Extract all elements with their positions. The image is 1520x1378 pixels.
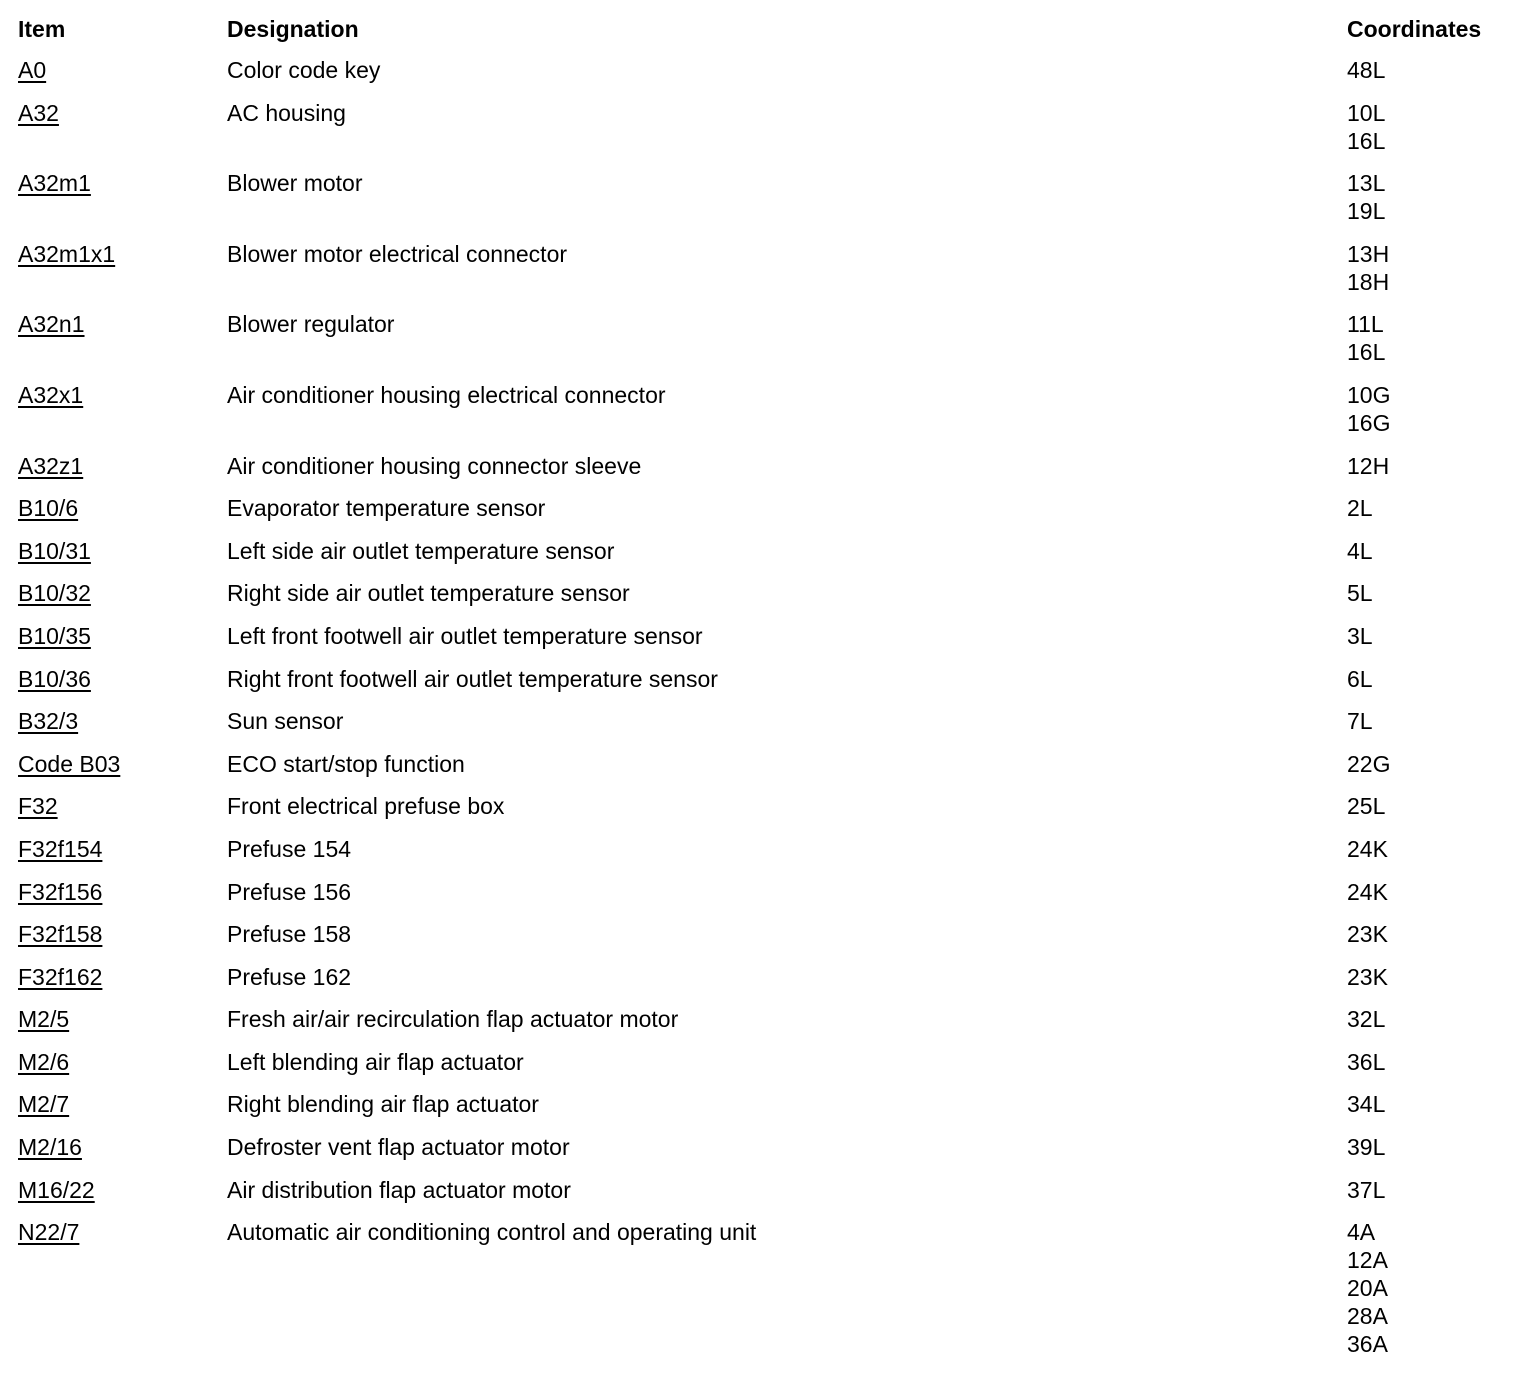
item-cell bbox=[0, 537, 227, 565]
table-header bbox=[0, 14, 1520, 56]
coordinates-cell bbox=[1347, 1218, 1520, 1358]
coordinate-value: 10G bbox=[1347, 381, 1391, 408]
table-row bbox=[0, 1218, 1520, 1358]
coordinates-cell bbox=[1347, 381, 1520, 437]
coordinate-value: 12A bbox=[1347, 1247, 1388, 1274]
item-cell bbox=[0, 240, 227, 268]
item-cell bbox=[0, 707, 227, 735]
item-cell bbox=[0, 1005, 227, 1033]
table-row bbox=[0, 878, 1520, 921]
item-link[interactable]: M2/6 bbox=[18, 1048, 70, 1075]
coordinate-value: 32L bbox=[1347, 1006, 1386, 1033]
table-row bbox=[0, 1005, 1520, 1048]
table-row bbox=[0, 452, 1520, 495]
table-row bbox=[0, 835, 1520, 878]
coordinate-value: 24K bbox=[1347, 878, 1388, 905]
table-row bbox=[0, 494, 1520, 537]
designation-cell: Prefuse 158 bbox=[227, 921, 352, 948]
coordinates-cell bbox=[1347, 920, 1520, 948]
table-row bbox=[0, 310, 1520, 381]
coordinate-value: 12H bbox=[1347, 452, 1390, 479]
table-body bbox=[0, 56, 1520, 1358]
coordinate-value: 2L bbox=[1347, 495, 1373, 522]
coordinate-value: 16L bbox=[1347, 339, 1386, 366]
item-link[interactable]: B10/32 bbox=[18, 580, 91, 607]
coordinate-value: 16L bbox=[1347, 127, 1386, 154]
designation-cell: Air conditioner housing connector sleeve bbox=[227, 452, 642, 479]
item-cell bbox=[0, 494, 227, 522]
coordinates-cell bbox=[1347, 878, 1520, 906]
coordinate-value: 13L bbox=[1347, 170, 1386, 197]
coordinate-value: 4L bbox=[1347, 537, 1373, 564]
table-row bbox=[0, 99, 1520, 170]
item-cell bbox=[0, 579, 227, 607]
coordinates-cell bbox=[1347, 56, 1520, 84]
item-cell bbox=[0, 665, 227, 693]
table-row bbox=[0, 537, 1520, 580]
coordinates-cell bbox=[1347, 622, 1520, 650]
coordinate-value: 36A bbox=[1347, 1331, 1388, 1358]
designation-cell: Automatic air conditioning control and operating unit bbox=[227, 1219, 757, 1246]
designation-cell: Prefuse 162 bbox=[227, 963, 352, 990]
table-row bbox=[0, 169, 1520, 240]
item-link[interactable]: B10/6 bbox=[18, 495, 79, 522]
item-link[interactable]: B10/36 bbox=[18, 665, 91, 692]
item-link[interactable]: B10/31 bbox=[18, 537, 91, 564]
item-link[interactable]: F32f162 bbox=[18, 963, 103, 990]
designation-cell: Fresh air/air recirculation flap actuator motor bbox=[227, 1006, 679, 1033]
table-row bbox=[0, 665, 1520, 708]
table-row bbox=[0, 56, 1520, 99]
coordinate-value: 23K bbox=[1347, 963, 1388, 990]
coordinates-cell bbox=[1347, 963, 1520, 991]
item-cell bbox=[0, 835, 227, 863]
item-link[interactable]: A32m1 bbox=[18, 170, 91, 197]
designation-cell: Blower motor bbox=[227, 170, 363, 197]
coordinate-value: 34L bbox=[1347, 1091, 1386, 1118]
coordinate-value: 25L bbox=[1347, 793, 1386, 820]
table-row bbox=[0, 920, 1520, 963]
coordinates-cell bbox=[1347, 665, 1520, 693]
coordinates-cell bbox=[1347, 1048, 1520, 1076]
coordinates-cell bbox=[1347, 835, 1520, 863]
coordinate-value: 36L bbox=[1347, 1048, 1386, 1075]
designation-cell: AC housing bbox=[227, 99, 346, 126]
coordinates-cell bbox=[1347, 1005, 1520, 1033]
item-link[interactable]: N22/7 bbox=[18, 1219, 80, 1246]
designation-cell: Blower motor electrical connector bbox=[227, 240, 568, 267]
coordinates-cell bbox=[1347, 1090, 1520, 1118]
coordinate-value: 18H bbox=[1347, 268, 1390, 295]
item-cell bbox=[0, 310, 227, 338]
coordinates-cell bbox=[1347, 579, 1520, 607]
coordinate-value: 39L bbox=[1347, 1134, 1386, 1161]
designation-cell: Left front footwell air outlet temperature sensor bbox=[227, 622, 703, 649]
item-cell bbox=[0, 381, 227, 409]
table-row bbox=[0, 579, 1520, 622]
item-link[interactable]: M2/7 bbox=[18, 1091, 70, 1118]
item-cell bbox=[0, 878, 227, 906]
item-link[interactable]: F32f154 bbox=[18, 835, 103, 862]
designation-cell: Sun sensor bbox=[227, 708, 344, 735]
coordinates-cell bbox=[1347, 1176, 1520, 1204]
coordinate-value: 22G bbox=[1347, 750, 1391, 777]
item-cell bbox=[0, 1176, 227, 1204]
designation-cell: ECO start/stop function bbox=[227, 750, 465, 777]
table-row bbox=[0, 792, 1520, 835]
coordinate-value: 23K bbox=[1347, 921, 1388, 948]
coordinates-cell bbox=[1347, 537, 1520, 565]
designation-cell: Blower regulator bbox=[227, 311, 395, 338]
header-item: Item bbox=[18, 16, 66, 42]
item-link[interactable]: M2/5 bbox=[18, 1006, 70, 1033]
designation-cell: Air distribution flap actuator motor bbox=[227, 1176, 571, 1203]
coordinates-cell bbox=[1347, 452, 1520, 480]
table-row bbox=[0, 240, 1520, 311]
item-link[interactable]: A32m1x1 bbox=[18, 240, 116, 267]
designation-cell: Right front footwell air outlet temperature sensor bbox=[227, 665, 718, 692]
table-row bbox=[0, 1090, 1520, 1133]
item-link[interactable]: Code B03 bbox=[18, 750, 121, 777]
table-row bbox=[0, 1176, 1520, 1219]
table-row bbox=[0, 963, 1520, 1006]
item-cell bbox=[0, 963, 227, 991]
item-link[interactable]: F32 bbox=[18, 793, 58, 820]
table-row bbox=[0, 1133, 1520, 1176]
coordinate-value: 16G bbox=[1347, 409, 1391, 436]
item-cell bbox=[0, 792, 227, 820]
item-cell bbox=[0, 1048, 227, 1076]
designation-cell: Prefuse 154 bbox=[227, 835, 352, 862]
coordinate-value: 20A bbox=[1347, 1275, 1388, 1302]
item-cell bbox=[0, 1090, 227, 1118]
designation-cell: Air conditioner housing electrical connector bbox=[227, 381, 666, 408]
designation-cell: Defroster vent flap actuator motor bbox=[227, 1134, 570, 1161]
table-row bbox=[0, 707, 1520, 750]
item-link[interactable]: A0 bbox=[18, 57, 47, 83]
designation-cell: Front electrical prefuse box bbox=[227, 793, 505, 820]
coordinate-value: 19L bbox=[1347, 198, 1386, 225]
header-designation: Designation bbox=[227, 16, 359, 42]
item-link[interactable]: F32f158 bbox=[18, 921, 103, 948]
coordinate-value: 24K bbox=[1347, 835, 1388, 862]
coordinate-value: 10L bbox=[1347, 99, 1386, 126]
item-link[interactable]: M2/16 bbox=[18, 1134, 82, 1161]
designation-cell: Right blending air flap actuator bbox=[227, 1091, 539, 1118]
coordinates-cell bbox=[1347, 750, 1520, 778]
designation-cell: Color code key bbox=[227, 57, 381, 83]
item-link[interactable]: B10/35 bbox=[18, 622, 91, 649]
designation-cell: Evaporator temperature sensor bbox=[227, 495, 546, 522]
coordinate-value: 6L bbox=[1347, 665, 1373, 692]
item-link[interactable]: A32z1 bbox=[18, 452, 84, 479]
coordinate-value: 28A bbox=[1347, 1303, 1388, 1330]
coordinates-cell bbox=[1347, 1133, 1520, 1161]
item-cell bbox=[0, 1133, 227, 1161]
coordinates-cell bbox=[1347, 494, 1520, 522]
item-link[interactable]: A32x1 bbox=[18, 381, 84, 408]
coordinates-cell bbox=[1347, 792, 1520, 820]
table-row bbox=[0, 381, 1520, 452]
item-link[interactable]: A32n1 bbox=[18, 311, 85, 338]
table-row bbox=[0, 1048, 1520, 1091]
item-cell bbox=[0, 56, 227, 84]
coordinate-value: 5L bbox=[1347, 580, 1373, 607]
designation-cell: Right side air outlet temperature sensor bbox=[227, 580, 630, 607]
designation-cell: Left side air outlet temperature sensor bbox=[227, 537, 615, 564]
item-cell bbox=[0, 622, 227, 650]
coordinates-cell bbox=[1347, 240, 1520, 296]
item-cell bbox=[0, 1218, 227, 1246]
coordinates-cell bbox=[1347, 707, 1520, 735]
item-cell bbox=[0, 99, 227, 127]
item-cell bbox=[0, 750, 227, 778]
designation-cell: Prefuse 156 bbox=[227, 878, 352, 905]
item-link[interactable]: B32/3 bbox=[18, 708, 79, 735]
table-row bbox=[0, 622, 1520, 665]
table-row bbox=[0, 750, 1520, 793]
coordinate-value: 7L bbox=[1347, 708, 1373, 735]
coordinate-value: 4A bbox=[1347, 1219, 1376, 1246]
header-coordinates: Coordinates bbox=[1347, 16, 1482, 42]
item-link[interactable]: A32 bbox=[18, 99, 59, 126]
item-link[interactable]: F32f156 bbox=[18, 878, 103, 905]
coordinate-value: 37L bbox=[1347, 1176, 1386, 1203]
coordinate-value: 13H bbox=[1347, 240, 1390, 267]
item-cell bbox=[0, 452, 227, 480]
coordinates-cell bbox=[1347, 310, 1520, 366]
coordinate-value: 11L bbox=[1347, 311, 1384, 338]
designation-cell: Left blending air flap actuator bbox=[227, 1048, 524, 1075]
item-link[interactable]: M16/22 bbox=[18, 1176, 95, 1203]
coordinates-cell bbox=[1347, 99, 1520, 155]
coordinates-cell bbox=[1347, 169, 1520, 225]
item-cell bbox=[0, 169, 227, 197]
coordinate-value: 48L bbox=[1347, 57, 1386, 83]
coordinate-value: 3L bbox=[1347, 622, 1373, 649]
item-cell bbox=[0, 920, 227, 948]
